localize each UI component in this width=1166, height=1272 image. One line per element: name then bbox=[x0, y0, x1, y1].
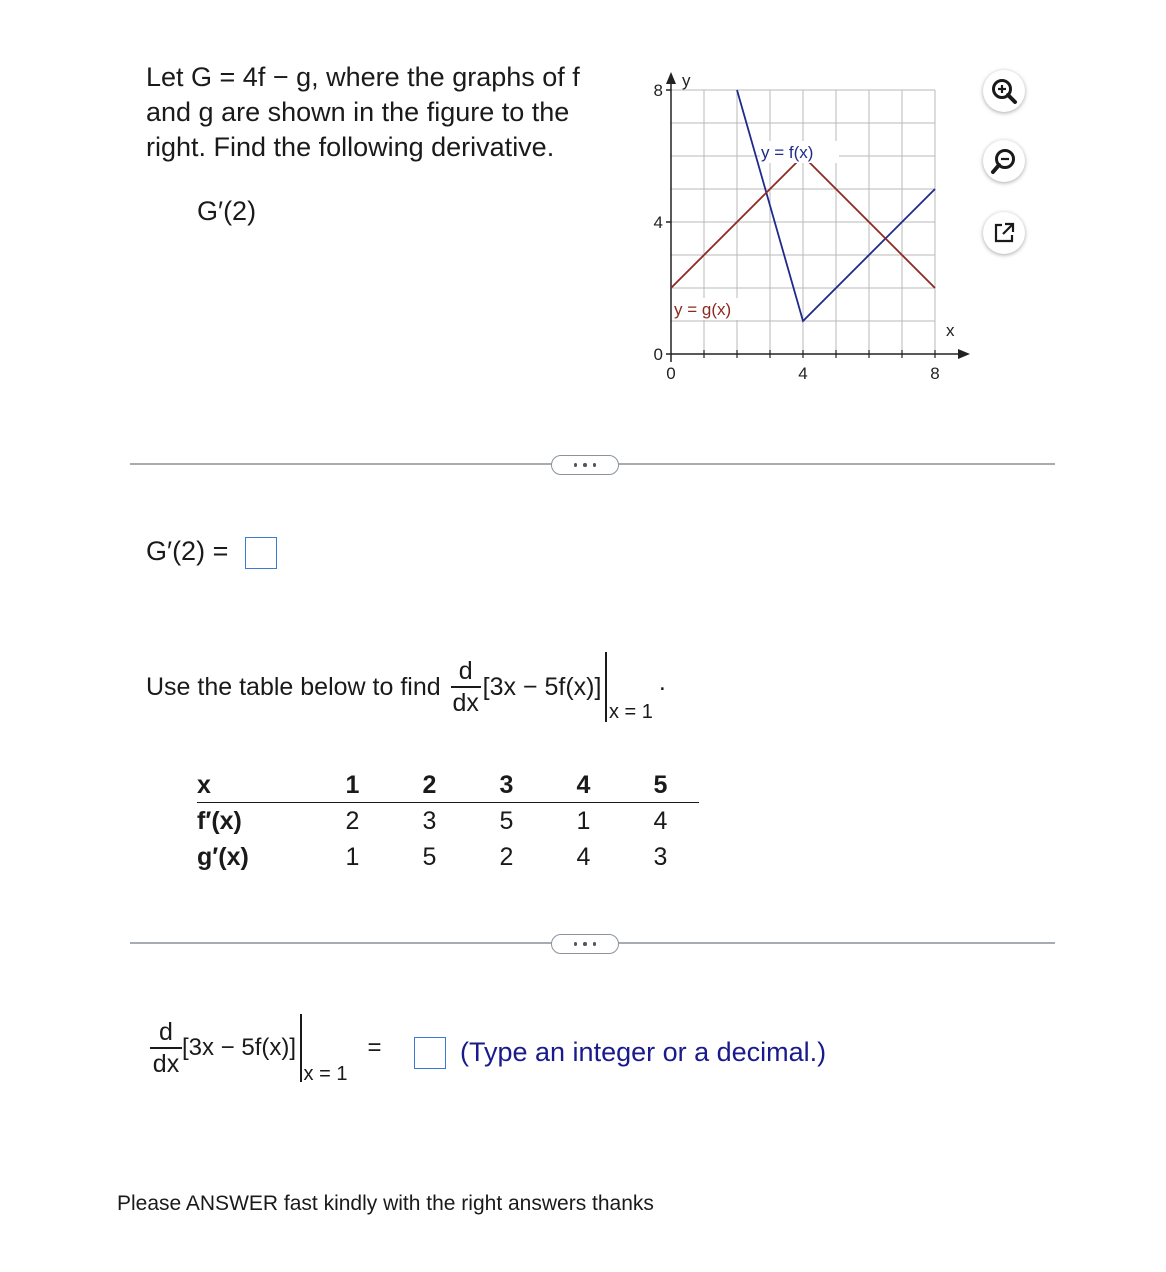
expand-more-button[interactable] bbox=[551, 934, 619, 954]
part2-expression: [3x − 5f(x)] bbox=[482, 672, 602, 701]
table-header-cell: x bbox=[197, 768, 314, 803]
part1-label: G′(2) = bbox=[146, 536, 229, 566]
expand-more-button[interactable] bbox=[551, 455, 619, 475]
derivative-table bbox=[197, 768, 699, 875]
table-header-cell: 4 bbox=[545, 768, 622, 803]
problem-line: right. Find the following derivative. bbox=[146, 132, 555, 162]
table-row-label: f′(x) bbox=[197, 806, 242, 835]
part2-prompt bbox=[146, 652, 666, 722]
part2-answer-row bbox=[150, 1014, 382, 1085]
table-cell: 2 bbox=[345, 806, 360, 835]
problem-line: Let G = 4f − g, where the graphs of f bbox=[146, 62, 580, 92]
table-cell: 5 bbox=[499, 806, 514, 835]
table-header-cell: 1 bbox=[314, 768, 391, 803]
y-axis-label: y bbox=[682, 71, 691, 90]
popout-icon[interactable] bbox=[983, 212, 1025, 254]
x-axis-label: x bbox=[946, 321, 955, 340]
d-numerator: d bbox=[159, 1018, 173, 1047]
d-denominator: dx bbox=[452, 688, 479, 717]
table-header-cell: 3 bbox=[468, 768, 545, 803]
evaluation-bar bbox=[605, 652, 607, 722]
table-row bbox=[197, 839, 699, 875]
evaluation-bar bbox=[300, 1014, 302, 1082]
function-graph bbox=[628, 62, 988, 402]
table-header-cell: 5 bbox=[622, 768, 699, 803]
y-axis-arrow bbox=[666, 72, 676, 84]
table-cell: 5 bbox=[422, 842, 437, 871]
part1-answer-input[interactable] bbox=[245, 537, 277, 569]
zoom-in-icon[interactable] bbox=[983, 70, 1025, 112]
evaluation-point: x = 1 bbox=[303, 1063, 348, 1085]
equals-sign: = bbox=[367, 1034, 382, 1061]
table-cell: 1 bbox=[345, 842, 360, 871]
x-axis-arrow bbox=[958, 349, 970, 359]
table-row bbox=[197, 803, 699, 840]
part2-intro: Use the table below to find bbox=[146, 672, 441, 701]
table-cell: 2 bbox=[499, 842, 514, 871]
answer2-expression: [3x − 5f(x)] bbox=[182, 1034, 297, 1061]
x-tick-label: 8 bbox=[930, 364, 940, 383]
x-tick-label: 0 bbox=[666, 364, 676, 383]
table-cell: 1 bbox=[576, 806, 591, 835]
table-cell: 4 bbox=[576, 842, 591, 871]
table-row-label: g′(x) bbox=[197, 842, 249, 871]
y-tick-label: 0 bbox=[653, 345, 663, 364]
derivative-operator bbox=[150, 1019, 182, 1077]
fraction-bar bbox=[150, 1047, 182, 1049]
footer-note: Please ANSWER fast kindly with the right answers thanks bbox=[117, 1192, 654, 1215]
table-cell: 4 bbox=[653, 806, 668, 835]
target-derivative: G′(2) bbox=[197, 196, 257, 226]
y-tick-label: 4 bbox=[653, 213, 663, 232]
y-tick-label: 8 bbox=[653, 81, 663, 100]
problem-statement bbox=[146, 60, 616, 165]
table-cell: 3 bbox=[422, 806, 437, 835]
answer-format-hint: (Type an integer or a decimal.) bbox=[460, 1037, 827, 1067]
evaluation-point: x = 1 bbox=[608, 701, 653, 723]
problem-line: and g are shown in the figure to the bbox=[146, 97, 570, 127]
zoom-out-icon[interactable] bbox=[983, 140, 1025, 182]
table-cell: 3 bbox=[653, 842, 668, 871]
table-header-row bbox=[197, 768, 699, 803]
d-denominator: dx bbox=[152, 1049, 180, 1078]
g-series-label: y = g(x) bbox=[674, 300, 732, 319]
part2-answer-input[interactable] bbox=[414, 1037, 446, 1069]
table-header-cell: 2 bbox=[391, 768, 468, 803]
period: . bbox=[658, 667, 666, 696]
x-tick-label: 4 bbox=[798, 364, 808, 383]
f-series-label: y = f(x) bbox=[761, 143, 814, 162]
fraction-bar bbox=[451, 686, 481, 688]
d-numerator: d bbox=[458, 657, 473, 686]
derivative-operator bbox=[451, 658, 481, 716]
